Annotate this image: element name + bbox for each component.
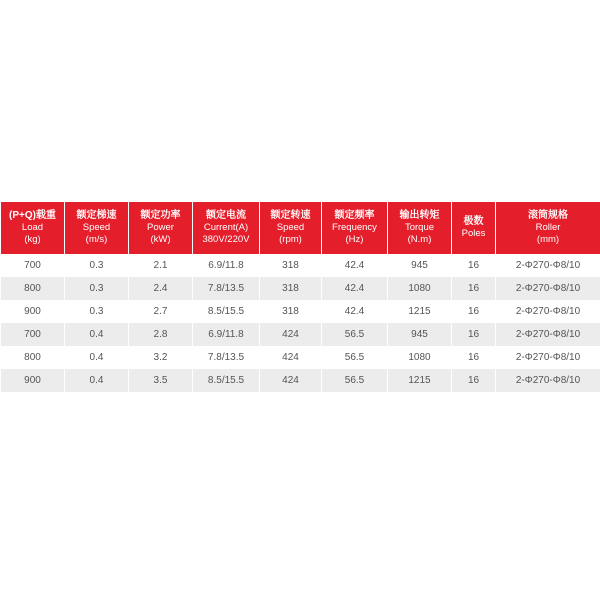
header-torque-zh: 输出转矩 <box>399 210 440 221</box>
header-speed <box>65 202 128 254</box>
cell-current: 8.5/15.5 <box>193 300 259 323</box>
cell-rotation-speed: 424 <box>260 346 321 369</box>
header-load <box>1 202 64 254</box>
cell-speed: 0.3 <box>65 254 128 277</box>
header-torque <box>388 202 451 254</box>
table-row <box>1 346 600 369</box>
table-row <box>1 323 600 346</box>
cell-rotation-speed: 318 <box>260 277 321 300</box>
cell-roller: 2-Φ270-Φ8/10 <box>496 254 600 277</box>
table-header-row <box>1 202 600 254</box>
cell-torque: 1080 <box>388 277 451 300</box>
header-roller-unit: (mm) <box>536 234 560 245</box>
cell-frequency: 42.4 <box>322 254 387 277</box>
cell-poles: 16 <box>452 323 495 346</box>
cell-frequency: 42.4 <box>322 277 387 300</box>
cell-rotation-speed: 424 <box>260 323 321 346</box>
cell-current: 8.5/15.5 <box>193 369 259 392</box>
header-rotation-speed-zh: 额定转速 <box>270 210 311 221</box>
header-frequency-unit: (Hz) <box>345 234 364 245</box>
table-row <box>1 300 600 323</box>
cell-load: 800 <box>1 346 64 369</box>
cell-load: 700 <box>1 323 64 346</box>
header-rotation-speed-en: Speed <box>276 222 305 233</box>
header-power-unit: (kW) <box>150 234 171 245</box>
cell-speed: 0.4 <box>65 323 128 346</box>
cell-poles: 16 <box>452 300 495 323</box>
header-poles-zh: 极数 <box>463 216 484 227</box>
cell-rotation-speed: 424 <box>260 369 321 392</box>
header-current-unit: 380V/220V <box>202 234 250 245</box>
cell-load: 900 <box>1 300 64 323</box>
cell-frequency: 42.4 <box>322 300 387 323</box>
cell-current: 6.9/11.8 <box>193 323 259 346</box>
cell-power: 2.7 <box>129 300 192 323</box>
cell-poles: 16 <box>452 277 495 300</box>
header-load-unit: (kg) <box>24 234 41 245</box>
cell-power: 2.4 <box>129 277 192 300</box>
header-load-zh: (P+Q)载重 <box>9 210 56 221</box>
spec-table <box>0 202 600 392</box>
cell-poles: 16 <box>452 369 495 392</box>
header-speed-en: Speed <box>82 222 111 233</box>
cell-torque: 1215 <box>388 369 451 392</box>
cell-rotation-speed: 318 <box>260 254 321 277</box>
header-power-zh: 额定功率 <box>140 210 181 221</box>
header-power <box>129 202 192 254</box>
cell-frequency: 56.5 <box>322 369 387 392</box>
cell-roller: 2-Φ270-Φ8/10 <box>496 277 600 300</box>
header-roller <box>496 202 600 254</box>
cell-frequency: 56.5 <box>322 323 387 346</box>
header-poles-en: Poles <box>461 228 486 239</box>
cell-roller: 2-Φ270-Φ8/10 <box>496 346 600 369</box>
cell-speed: 0.3 <box>65 277 128 300</box>
cell-power: 2.8 <box>129 323 192 346</box>
header-speed-unit: (m/s) <box>85 234 108 245</box>
header-rotation-speed <box>260 202 321 254</box>
cell-speed: 0.4 <box>65 346 128 369</box>
cell-power: 2.1 <box>129 254 192 277</box>
header-poles <box>452 202 495 254</box>
header-rotation-speed-unit: (rpm) <box>279 234 302 245</box>
cell-load: 900 <box>1 369 64 392</box>
cell-current: 6.9/11.8 <box>193 254 259 277</box>
cell-current: 7.8/13.5 <box>193 277 259 300</box>
header-current-en: Current(A) <box>203 222 249 233</box>
header-torque-unit: (N.m) <box>407 234 432 245</box>
table-row <box>1 277 600 300</box>
header-frequency-zh: 额定频率 <box>334 210 375 221</box>
header-power-en: Power <box>147 222 174 233</box>
cell-roller: 2-Φ270-Φ8/10 <box>496 323 600 346</box>
cell-load: 800 <box>1 277 64 300</box>
header-current <box>193 202 259 254</box>
cell-roller: 2-Φ270-Φ8/10 <box>496 300 600 323</box>
header-roller-en: Roller <box>535 222 561 233</box>
cell-power: 3.5 <box>129 369 192 392</box>
cell-power: 3.2 <box>129 346 192 369</box>
header-frequency <box>322 202 387 254</box>
table-row <box>1 369 600 392</box>
cell-load: 700 <box>1 254 64 277</box>
header-frequency-en: Frequency <box>332 222 377 233</box>
header-load-en: Load <box>21 222 44 233</box>
cell-rotation-speed: 318 <box>260 300 321 323</box>
cell-poles: 16 <box>452 254 495 277</box>
header-torque-en: Torque <box>404 222 435 233</box>
cell-poles: 16 <box>452 346 495 369</box>
cell-torque: 1215 <box>388 300 451 323</box>
cell-torque: 945 <box>388 254 451 277</box>
cell-current: 7.8/13.5 <box>193 346 259 369</box>
cell-speed: 0.3 <box>65 300 128 323</box>
cell-torque: 945 <box>388 323 451 346</box>
header-roller-zh: 滚筒规格 <box>528 210 568 221</box>
cell-speed: 0.4 <box>65 369 128 392</box>
cell-frequency: 56.5 <box>322 346 387 369</box>
table-row <box>1 254 600 277</box>
header-speed-zh: 额定梯速 <box>76 210 117 221</box>
cell-roller: 2-Φ270-Φ8/10 <box>496 369 600 392</box>
header-current-zh: 额定电流 <box>206 210 246 221</box>
cell-torque: 1080 <box>388 346 451 369</box>
